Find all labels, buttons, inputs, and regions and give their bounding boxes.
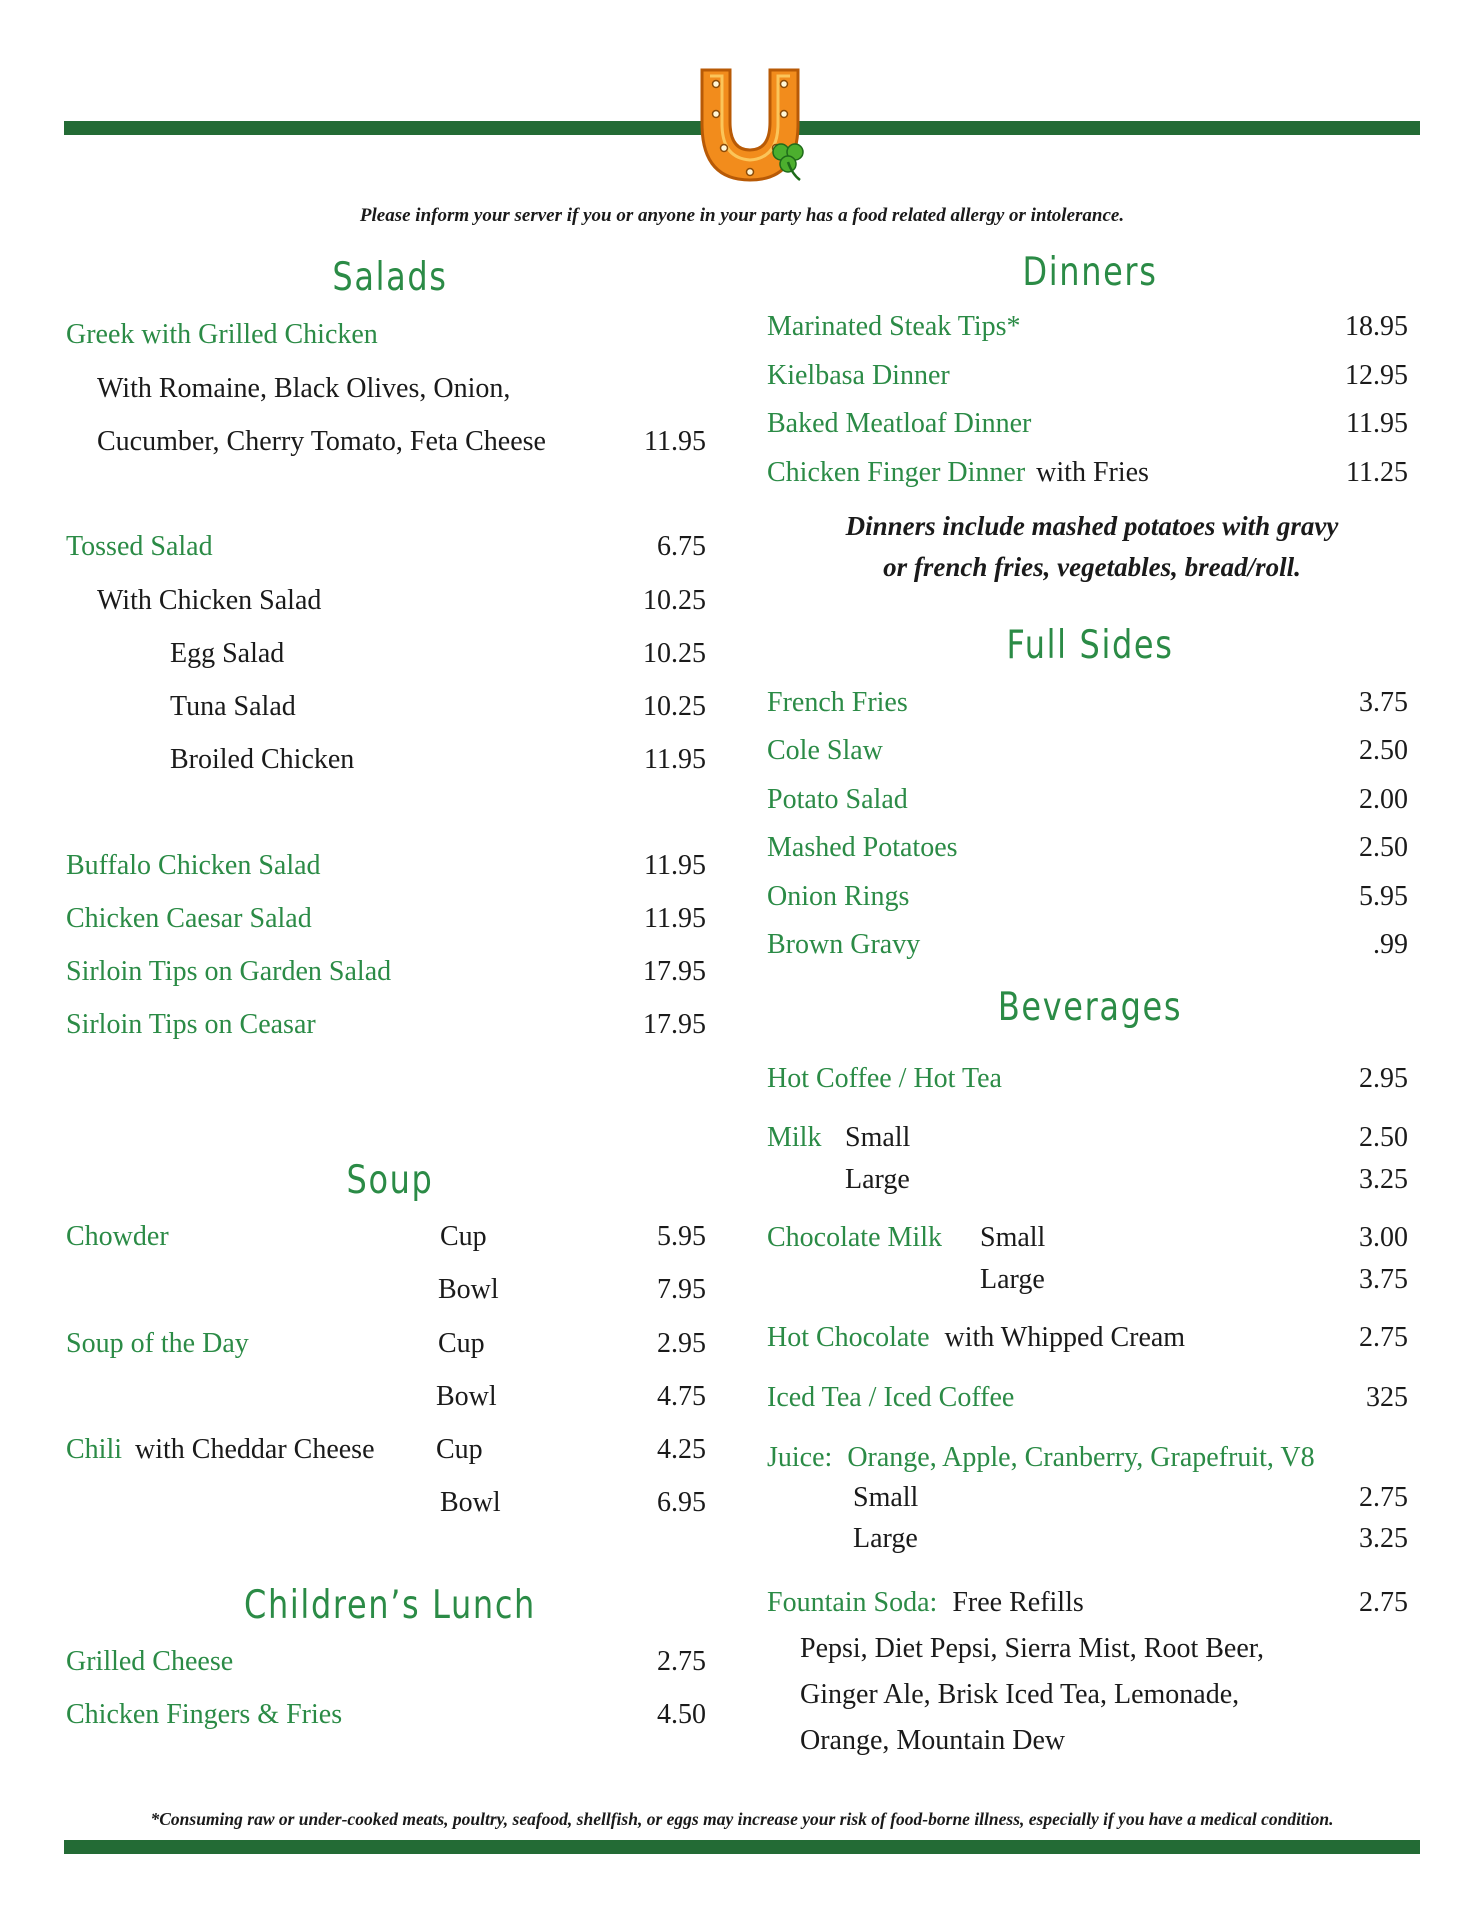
coffee-price: 2.95 (1359, 1063, 1408, 1094)
allergy-notice: Please inform your server if you or anyone in your party has a food related allergy or intolerance. (359, 205, 1125, 226)
coffee-name: Hot Coffee / Hot Tea (767, 1063, 1002, 1094)
chili-desc: with Cheddar Cheese (135, 1434, 375, 1465)
juice-large-price: 3.25 (1359, 1523, 1408, 1554)
side-item-name: Cole Slaw (767, 735, 883, 766)
dinner-item-price: 18.95 (1345, 311, 1408, 342)
choc-milk-large-label: Large (980, 1264, 1045, 1295)
chowder-cup-price: 5.95 (657, 1221, 706, 1252)
dinner-item-price: 11.25 (1346, 457, 1408, 488)
iced-tea-name: Iced Tea / Iced Coffee (767, 1382, 1015, 1413)
juice-flavors: Orange, Apple, Cranberry, Grapefruit, V8 (847, 1442, 1315, 1473)
choc-milk-name: Chocolate Milk (767, 1222, 942, 1253)
chili-name: Chili (66, 1434, 123, 1465)
soda-list-line1: Pepsi, Diet Pepsi, Sierra Mist, Root Beer, (800, 1633, 1264, 1664)
tossed-option-price: 11.95 (644, 744, 706, 775)
greek-salad-name: Greek with Grilled Chicken (66, 319, 378, 350)
soup-of-day-cup-label: Cup (438, 1328, 485, 1359)
side-item-name: Brown Gravy (767, 929, 921, 960)
top-rule-right (790, 121, 1420, 135)
dinner-item-price: 11.95 (1346, 408, 1408, 439)
greek-salad-price: 11.95 (644, 426, 706, 457)
soup-of-day-name: Soup of the Day (66, 1328, 249, 1359)
dinner-item-name: Baked Meatloaf Dinner (767, 408, 1032, 439)
soda-list-line3: Orange, Mountain Dew (800, 1725, 1066, 1756)
children-item-price: 2.75 (657, 1646, 706, 1677)
hot-chocolate-price: 2.75 (1359, 1322, 1408, 1353)
milk-large-label: Large (845, 1164, 910, 1195)
milk-large-price: 3.25 (1359, 1164, 1408, 1195)
bottom-rule (64, 1840, 1420, 1854)
side-item-price: 3.75 (1359, 687, 1408, 718)
chili-line (66, 1433, 375, 1467)
choc-milk-small-price: 3.00 (1359, 1222, 1408, 1253)
childrens-lunch-heading: Children’s Lunch (244, 1583, 536, 1628)
soup-heading: Soup (346, 1158, 434, 1203)
beverages-heading: Beverages (997, 985, 1183, 1030)
tossed-option-price: 10.25 (643, 691, 706, 722)
juice-small-label: Small (853, 1482, 919, 1513)
juice-large-label: Large (853, 1523, 918, 1554)
iced-tea-price: 325 (1366, 1382, 1408, 1413)
tossed-option-price: 10.25 (643, 585, 706, 616)
dinners-heading: Dinners (1022, 250, 1158, 295)
milk-small-price: 2.50 (1359, 1122, 1408, 1153)
chili-cup-label: Cup (436, 1434, 483, 1465)
dinner-item-line (767, 456, 1149, 490)
salad-item-name: Sirloin Tips on Ceasar (66, 1009, 316, 1040)
choc-milk-large-price: 3.75 (1359, 1264, 1408, 1295)
soda-list-line2: Ginger Ale, Brisk Iced Tea, Lemonade, (800, 1679, 1240, 1710)
chowder-bowl-label: Bowl (438, 1274, 499, 1305)
horseshoe-clover-icon (680, 62, 820, 187)
fountain-soda-label: Fountain Soda: (767, 1587, 938, 1618)
side-item-name: Potato Salad (767, 784, 908, 815)
soup-of-day-bowl-label: Bowl (436, 1381, 497, 1412)
top-rule-left (64, 121, 704, 135)
fountain-soda-price: 2.75 (1359, 1587, 1408, 1618)
children-item-price: 4.50 (657, 1699, 706, 1730)
side-item-price: 5.95 (1359, 881, 1408, 912)
side-item-name: French Fries (767, 687, 908, 718)
salad-item-name: Chicken Caesar Salad (66, 903, 312, 934)
chowder-bowl-price: 7.95 (657, 1274, 706, 1305)
salads-heading: Salads (332, 255, 448, 300)
dinners-note-line2: or french fries, vegetables, bread/roll. (883, 552, 1301, 582)
salad-item-price: 11.95 (644, 903, 706, 934)
dinner-item-price: 12.95 (1345, 360, 1408, 391)
side-item-name: Onion Rings (767, 881, 910, 912)
chili-bowl-price: 6.95 (657, 1487, 706, 1518)
milk-small-label: Small (845, 1122, 911, 1153)
salad-item-price: 11.95 (644, 850, 706, 881)
tossed-option-price: 10.25 (643, 638, 706, 669)
food-borne-illness-notice: *Consuming raw or under-cooked meats, poultry, seafood, shellfish, or eggs may increase your risk of food-borne illness, especially if you have a medical condition. (150, 1809, 1334, 1829)
juice-small-price: 2.75 (1359, 1482, 1408, 1513)
soup-of-day-bowl-price: 4.75 (657, 1381, 706, 1412)
chowder-name: Chowder (66, 1221, 169, 1252)
fountain-soda-line (767, 1586, 1084, 1620)
chowder-cup-label: Cup (440, 1221, 487, 1252)
dinner-item-name: Chicken Finger Dinner (767, 457, 1026, 488)
side-item-name: Mashed Potatoes (767, 832, 958, 863)
chili-bowl-label: Bowl (440, 1487, 501, 1518)
greek-salad-desc2: Cucumber, Cherry Tomato, Feta Cheese (97, 426, 546, 457)
tossed-option-label: With Chicken Salad (97, 585, 322, 616)
side-item-price: 2.50 (1359, 735, 1408, 766)
fountain-soda-desc: Free Refills (952, 1587, 1084, 1618)
children-item-name: Grilled Cheese (66, 1646, 234, 1677)
milk-name: Milk (767, 1122, 822, 1153)
salad-item-price: 17.95 (643, 1009, 706, 1040)
dinner-item-suffix: with Fries (1036, 457, 1149, 488)
hot-chocolate-name: Hot Chocolate (767, 1322, 930, 1353)
dinner-item-name: Kielbasa Dinner (767, 360, 950, 391)
salad-item-name: Sirloin Tips on Garden Salad (66, 956, 392, 987)
choc-milk-small-label: Small (980, 1222, 1046, 1253)
chili-cup-price: 4.25 (657, 1434, 706, 1465)
juice-label: Juice: (767, 1442, 833, 1473)
salad-item-name: Buffalo Chicken Salad (66, 850, 321, 881)
children-item-name: Chicken Fingers & Fries (66, 1699, 343, 1730)
hot-chocolate-desc: with Whipped Cream (944, 1322, 1186, 1353)
dinner-item-name: Marinated Steak Tips* (767, 311, 1021, 342)
tossed-option-label: Broiled Chicken (170, 744, 355, 775)
tossed-option-label: Egg Salad (170, 638, 285, 669)
tossed-option-label: Tuna Salad (170, 691, 296, 722)
greek-salad-desc1: With Romaine, Black Olives, Onion, (97, 373, 511, 404)
side-item-price: 2.50 (1359, 832, 1408, 863)
tossed-salad-price: 6.75 (657, 531, 706, 562)
full-sides-heading: Full Sides (1006, 623, 1174, 668)
hot-chocolate-line (767, 1321, 1185, 1355)
side-item-price: 2.00 (1359, 784, 1408, 815)
soup-of-day-cup-price: 2.95 (657, 1328, 706, 1359)
juice-line (767, 1441, 1315, 1475)
side-item-price: .99 (1373, 929, 1408, 960)
dinners-note-line1: Dinners include mashed potatoes with gravy (845, 511, 1339, 541)
tossed-salad-name: Tossed Salad (66, 531, 213, 562)
salad-item-price: 17.95 (643, 956, 706, 987)
